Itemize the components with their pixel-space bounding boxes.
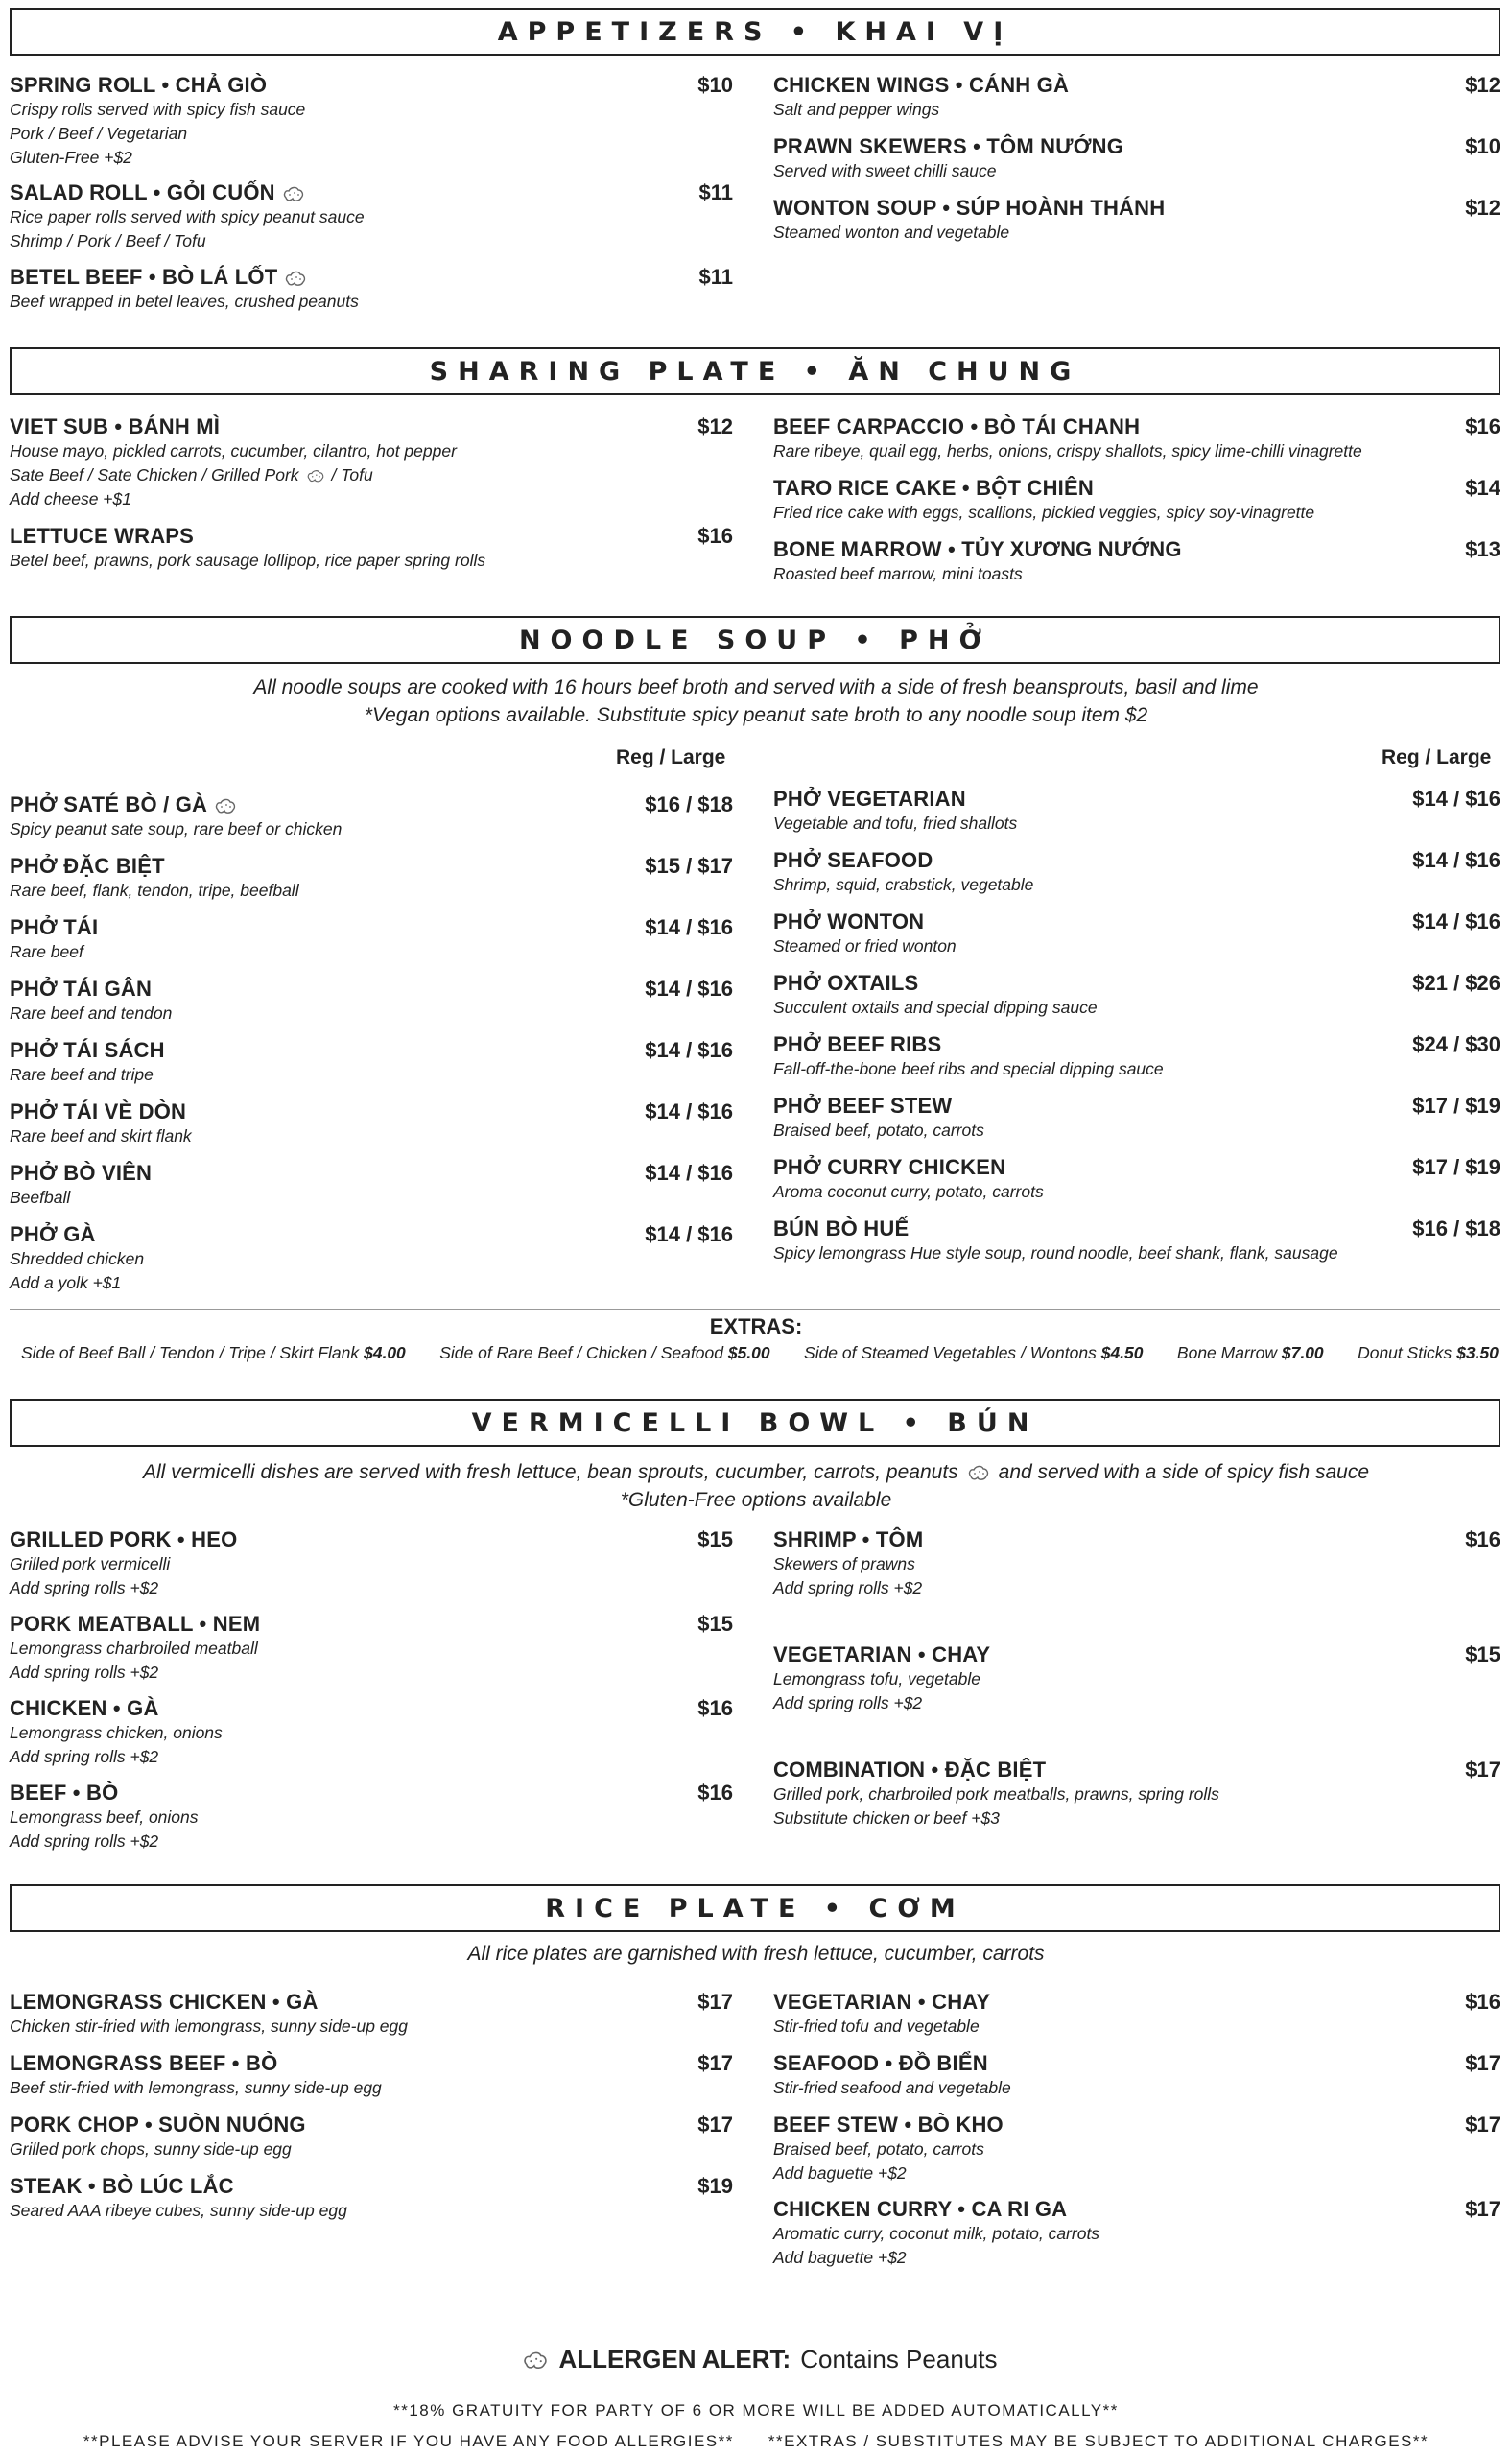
- menu-item: [10, 2113, 733, 2174]
- item-name: PHỞ SATÉ BÒ / GÀ: [10, 792, 238, 817]
- item-price: $15: [697, 1527, 733, 1551]
- extra-item: Side of Rare Beef / Chicken / Seafood $5.00: [439, 1343, 770, 1362]
- menu-item: [773, 1216, 1500, 1278]
- menu-item: [773, 2113, 1500, 2197]
- item-desc: Rare beef and skirt flank: [10, 1126, 192, 1145]
- item-name: PHỞ BEEF STEW: [773, 1094, 953, 1118]
- item-name: PHỞ BEEF RIBS: [773, 1032, 942, 1056]
- menu-item: [773, 1758, 1500, 1842]
- item-desc: Lemongrass beef, onions: [10, 1807, 199, 1827]
- menu-item: [773, 196, 1500, 257]
- allergen-alert: [0, 2345, 1512, 2374]
- item-price: $13: [1465, 537, 1500, 561]
- item-desc: Add cheese +$1: [10, 489, 131, 508]
- menu-item: [10, 1222, 733, 1299]
- menu-item: [773, 414, 1500, 476]
- menu-item: [10, 2051, 733, 2113]
- extra-item: Donut Sticks $3.50: [1358, 1343, 1499, 1362]
- menu-item: [773, 73, 1500, 134]
- menu-item: [10, 414, 733, 524]
- item-price: $16: [1465, 1527, 1500, 1551]
- menu-item: [773, 787, 1500, 848]
- menu-item: [10, 1527, 733, 1612]
- extras-row: [21, 1343, 1499, 1363]
- item-price: $14 / $16: [645, 1222, 733, 1246]
- item-desc: Add spring rolls +$2: [10, 1831, 159, 1851]
- item-name: PHỞ TÁI VÈ DÒN: [10, 1099, 187, 1123]
- appetizers-left-column: [10, 73, 733, 322]
- menu-item: [10, 915, 733, 977]
- item-price: $16: [1465, 414, 1500, 438]
- menu-item: [10, 977, 733, 1038]
- noodle-note: All noodle soups are cooked with 16 hours beef broth and served with a side of fresh beansprouts, basil and lime: [253, 676, 1259, 698]
- item-price: $14 / $16: [645, 1161, 733, 1185]
- item-name: PHỞ TÁI: [10, 915, 99, 939]
- item-desc: Rare ribeye, quail egg, herbs, onions, crispy shallots, spicy lime-chilli vinagrette: [773, 441, 1362, 460]
- item-name: PHỞ OXTAILS: [773, 971, 919, 995]
- sharing-right-column: [773, 414, 1500, 599]
- item-name: PHỞ SEAFOOD: [773, 848, 933, 872]
- item-desc: Beef stir-fried with lemongrass, sunny side-up egg: [10, 2078, 382, 2097]
- item-name: PORK MEATBALL • NEM: [10, 1612, 261, 1636]
- item-desc: Lemongrass charbroiled meatball: [10, 1639, 258, 1658]
- item-name: COMBINATION • ĐẶC BIỆT: [773, 1758, 1047, 1782]
- item-name: SALAD ROLL • GỎI CUỐN: [10, 180, 306, 205]
- peanut-icon: [305, 467, 326, 484]
- size-label: Reg / Large: [616, 746, 726, 768]
- item-price: $14: [1465, 476, 1500, 500]
- item-desc: Beef wrapped in betel leaves, crushed peanuts: [10, 292, 359, 311]
- item-name: BETEL BEEF • BÒ LÁ LỐT: [10, 265, 308, 290]
- item-desc: Shredded chicken: [10, 1249, 145, 1268]
- item-desc: Spicy peanut sate soup, rare beef or chicken: [10, 819, 343, 838]
- extra-item: Side of Beef Ball / Tendon / Tripe / Skirt Flank $4.00: [21, 1343, 406, 1362]
- peanut-icon: [281, 183, 306, 204]
- item-desc: Add a yolk +$1: [10, 1273, 122, 1292]
- item-desc: Aromatic curry, coconut milk, potato, carrots: [773, 2224, 1100, 2243]
- menu-item: [10, 180, 733, 265]
- item-name: VEGETARIAN • CHAY: [773, 1642, 991, 1666]
- item-price: $17: [1465, 2113, 1500, 2137]
- menu-item: [773, 2197, 1500, 2281]
- item-price: $11: [698, 265, 733, 289]
- menu-item: [10, 1781, 733, 1865]
- item-name: SPRING ROLL • CHẢ GIÒ: [10, 73, 268, 97]
- menu-item: [10, 1161, 733, 1222]
- item-desc: Spicy lemongrass Hue style soup, round noodle, beef shank, flank, sausage: [773, 1243, 1338, 1263]
- menu-item: [773, 134, 1500, 196]
- item-desc: Succulent oxtails and special dipping sauce: [773, 998, 1098, 1017]
- vermicelli-left-column: [10, 1527, 733, 1865]
- extras-title: EXTRAS:: [709, 1314, 803, 1338]
- item-desc: Braised beef, potato, carrots: [773, 1121, 984, 1140]
- item-desc: Betel beef, prawns, pork sausage lollipop, rice paper spring rolls: [10, 551, 486, 570]
- size-label: Reg / Large: [1382, 746, 1492, 768]
- item-price: $17 / $19: [1412, 1155, 1500, 1179]
- peanut-icon: [521, 2348, 550, 2373]
- rice-left-column: [10, 1990, 733, 2235]
- item-desc: Stir-fried seafood and vegetable: [773, 2078, 1011, 2097]
- menu-item: [10, 1990, 733, 2051]
- item-price: $12: [1465, 196, 1500, 220]
- item-price: $21 / $26: [1412, 971, 1500, 995]
- item-price: $14 / $16: [645, 1099, 733, 1123]
- item-name: STEAK • BÒ LÚC LẮC: [10, 2174, 234, 2198]
- extra-item: Bone Marrow $7.00: [1176, 1343, 1324, 1362]
- item-name: VIET SUB • BÁNH MÌ: [10, 414, 221, 438]
- item-desc: Sate Beef / Sate Chicken / Grilled Pork / Tofu: [10, 465, 373, 484]
- item-desc: Substitute chicken or beef +$3: [773, 1808, 1000, 1828]
- item-price: $17: [1465, 1758, 1500, 1782]
- item-price: $14 / $16: [1412, 909, 1500, 933]
- item-price: $12: [697, 414, 733, 438]
- item-price: $16: [1465, 1990, 1500, 2014]
- item-price: $14 / $16: [1412, 848, 1500, 872]
- item-desc: Skewers of prawns: [773, 1554, 915, 1573]
- item-name: PHỞ TÁI SÁCH: [10, 1038, 165, 1062]
- item-price: $17 / $19: [1412, 1094, 1500, 1118]
- item-price: $11: [698, 180, 733, 204]
- item-price: $12: [1465, 73, 1500, 97]
- item-desc: Rare beef and tripe: [10, 1065, 154, 1084]
- item-name: BÚN BÒ HUẾ: [773, 1216, 910, 1240]
- item-name: BEEF STEW • BÒ KHO: [773, 2113, 1004, 2137]
- item-desc: Rare beef: [10, 942, 83, 961]
- item-desc: Roasted beef marrow, mini toasts: [773, 564, 1023, 583]
- item-name: PHỞ ĐẶC BIỆT: [10, 854, 165, 878]
- menu-item: [10, 265, 733, 322]
- item-name: PHỞ TÁI GÂN: [10, 977, 153, 1001]
- menu-item: [10, 1038, 733, 1099]
- vermicelli-note: All vermicelli dishes are served with fresh lettuce, bean sprouts, cucumber, carrots, peanuts and served with a side of spicy fish sauce: [142, 1461, 1370, 1483]
- appetizers-header: APPETIZERS • KHAI VỊ: [10, 8, 1500, 56]
- item-desc: Add baguette +$2: [773, 2248, 907, 2267]
- item-desc: Steamed or fried wonton: [773, 936, 957, 956]
- sharing-left-column: [10, 414, 733, 581]
- noodle-header: NOODLE SOUP • PHỞ: [10, 616, 1500, 664]
- item-name: LETTUCE WRAPS: [10, 524, 195, 548]
- item-price: $16: [697, 524, 733, 548]
- item-name: BEEF • BÒ: [10, 1781, 119, 1805]
- item-name: PRAWN SKEWERS • TÔM NƯỚNG: [773, 134, 1124, 158]
- noodle-left-column: [10, 792, 733, 1299]
- item-name: PHỞ BÒ VIÊN: [10, 1161, 153, 1185]
- item-desc: Grilled pork vermicelli: [10, 1554, 171, 1573]
- item-name: PHỞ WONTON: [773, 909, 925, 933]
- item-price: $15 / $17: [645, 854, 733, 878]
- item-desc: Add spring rolls +$2: [10, 1578, 159, 1597]
- menu-item: [10, 73, 733, 180]
- menu-item: [773, 2051, 1500, 2113]
- item-name: PHỞ CURRY CHICKEN: [773, 1155, 1006, 1179]
- item-name: CHICKEN WINGS • CÁNH GÀ: [773, 73, 1070, 97]
- item-name: TARO RICE CAKE • BỘT CHIÊN: [773, 476, 1094, 500]
- menu-item: [773, 848, 1500, 909]
- item-name: CHICKEN • GÀ: [10, 1696, 159, 1720]
- menu-item: [773, 1990, 1500, 2051]
- item-price: $16: [697, 1781, 733, 1805]
- menu-item: [10, 1099, 733, 1161]
- divider: [10, 1309, 1500, 1310]
- item-desc: Lemongrass tofu, vegetable: [773, 1669, 980, 1688]
- item-desc: Served with sweet chilli sauce: [773, 161, 997, 180]
- item-price: $16: [697, 1696, 733, 1720]
- item-price: $14 / $16: [645, 915, 733, 939]
- item-desc: Pork / Beef / Vegetarian: [10, 124, 188, 143]
- item-name: PHỞ VEGETARIAN: [773, 787, 966, 811]
- item-desc: Fried rice cake with eggs, scallions, pickled veggies, spicy soy-vinagrette: [773, 503, 1315, 522]
- item-price: $17: [697, 2051, 733, 2075]
- item-desc: Shrimp / Pork / Beef / Tofu: [10, 231, 206, 250]
- item-name: VEGETARIAN • CHAY: [773, 1990, 991, 2014]
- item-desc: Fall-off-the-bone beef ribs and special dipping sauce: [773, 1059, 1164, 1078]
- rice-note: All rice plates are garnished with fresh lettuce, cucumber, carrots: [467, 1943, 1045, 1965]
- item-price: $10: [697, 73, 733, 97]
- item-price: $15: [1465, 1642, 1500, 1666]
- rice-right-column: [773, 1990, 1500, 2281]
- item-name: PORK CHOP • SUÒN NUÓNG: [10, 2113, 306, 2137]
- item-desc: Rice paper rolls served with spicy peanut sauce: [10, 207, 365, 226]
- menu-item: [773, 1642, 1500, 1758]
- item-desc: Add baguette +$2: [773, 2163, 907, 2183]
- menu-item: [10, 1696, 733, 1781]
- item-desc: Vegetable and tofu, fried shallots: [773, 814, 1018, 833]
- item-desc: Seared AAA ribeye cubes, sunny side-up egg: [10, 2201, 347, 2220]
- footer-notes: [0, 2432, 1512, 2451]
- item-desc: Add spring rolls +$2: [773, 1693, 923, 1712]
- item-desc: House mayo, pickled carrots, cucumber, cilantro, hot pepper: [10, 441, 457, 460]
- vermicelli-header: VERMICELLI BOWL • BÚN: [10, 1399, 1500, 1447]
- item-price: $24 / $30: [1412, 1032, 1500, 1056]
- item-desc: Steamed wonton and vegetable: [773, 223, 1010, 242]
- item-name: SHRIMP • TÔM: [773, 1527, 924, 1551]
- item-price: $14 / $16: [645, 1038, 733, 1062]
- noodle-right-column: [773, 787, 1500, 1278]
- item-price: $10: [1465, 134, 1500, 158]
- noodle-note: *Vegan options available. Substitute spicy peanut sate broth to any noodle soup item $2: [364, 704, 1148, 726]
- menu-item: [773, 971, 1500, 1032]
- item-price: $17: [697, 2113, 733, 2137]
- item-price: $16 / $18: [1412, 1216, 1500, 1240]
- menu-item: [10, 854, 733, 915]
- item-desc: Add spring rolls +$2: [10, 1747, 159, 1766]
- item-name: SEAFOOD • ĐỒ BIỂN: [773, 2051, 988, 2075]
- item-desc: Aroma coconut curry, potato, carrots: [773, 1182, 1044, 1201]
- item-price: $19: [697, 2174, 733, 2198]
- item-name: LEMONGRASS BEEF • BÒ: [10, 2051, 278, 2075]
- menu-item: [10, 1612, 733, 1696]
- extra-item: Side of Steamed Vegetables / Wontons $4.50: [804, 1343, 1144, 1362]
- item-name: WONTON SOUP • SÚP HOÀNH THÁNH: [773, 196, 1166, 220]
- item-name: BEEF CARPACCIO • BÒ TÁI CHANH: [773, 414, 1141, 438]
- menu-item: [773, 1155, 1500, 1216]
- menu-item: [773, 909, 1500, 971]
- appetizers-right-column: [773, 73, 1500, 257]
- item-desc: Chicken stir-fried with lemongrass, sunny side-up egg: [10, 2017, 409, 2036]
- sharing-header: SHARING PLATE • ĂN CHUNG: [10, 347, 1500, 395]
- menu-item: [10, 2174, 733, 2235]
- vermicelli-note: *Gluten-Free options available: [620, 1489, 892, 1511]
- item-desc: Grilled pork, charbroiled pork meatballs, prawns, spring rolls: [773, 1784, 1219, 1804]
- item-price: $17: [1465, 2197, 1500, 2221]
- extras-charge-note: **EXTRAS / SUBSTITUTES MAY BE SUBJECT TO ADDITIONAL CHARGES**: [768, 2432, 1429, 2450]
- item-desc: Shrimp, squid, crabstick, vegetable: [773, 875, 1034, 894]
- item-desc: Add spring rolls +$2: [773, 1578, 923, 1597]
- item-name: PHỞ GÀ: [10, 1222, 96, 1246]
- vermicelli-right-column: [773, 1527, 1500, 1842]
- gratuity-note: **18% GRATUITY FOR PARTY OF 6 OR MORE WILL BE ADDED AUTOMATICALLY**: [393, 2401, 1119, 2420]
- item-price: $15: [697, 1612, 733, 1636]
- item-name: CHICKEN CURRY • CA RI GA: [773, 2197, 1068, 2221]
- item-desc: Rare beef and tendon: [10, 1004, 173, 1023]
- rice-header: RICE PLATE • CƠM: [10, 1884, 1500, 1932]
- peanut-icon: [213, 795, 238, 816]
- item-price: $14 / $16: [1412, 787, 1500, 811]
- menu-item: [10, 792, 733, 854]
- menu-item: [773, 1094, 1500, 1155]
- item-desc: Gluten-Free +$2: [10, 148, 132, 167]
- allergen-text: Contains Peanuts: [800, 2345, 998, 2373]
- item-desc: Crispy rolls served with spicy fish sauce: [10, 100, 306, 119]
- peanut-icon: [283, 268, 308, 289]
- menu-item: [10, 524, 733, 581]
- menu-item: [773, 1527, 1500, 1642]
- allergy-advise-note: **PLEASE ADVISE YOUR SERVER IF YOU HAVE ANY FOOD ALLERGIES**: [83, 2432, 734, 2450]
- item-desc: Stir-fried tofu and vegetable: [773, 2017, 980, 2036]
- menu-item: [773, 1032, 1500, 1094]
- item-desc: Add spring rolls +$2: [10, 1663, 159, 1682]
- menu-item: [773, 476, 1500, 537]
- item-price: $14 / $16: [645, 977, 733, 1001]
- item-desc: Grilled pork chops, sunny side-up egg: [10, 2139, 292, 2159]
- item-desc: Braised beef, potato, carrots: [773, 2139, 984, 2159]
- item-price: $17: [697, 1990, 733, 2014]
- item-price: $17: [1465, 2051, 1500, 2075]
- item-name: GRILLED PORK • HEO: [10, 1527, 238, 1551]
- item-desc: Salt and pepper wings: [773, 100, 940, 119]
- menu-item: [773, 537, 1500, 599]
- item-name: BONE MARROW • TỦY XƯƠNG NƯỚNG: [773, 537, 1182, 561]
- item-desc: Beefball: [10, 1188, 71, 1207]
- item-desc: Lemongrass chicken, onions: [10, 1723, 223, 1742]
- item-desc: Rare beef, flank, tendon, tripe, beefball: [10, 881, 299, 900]
- allergen-label: ALLERGEN ALERT:: [558, 2345, 791, 2373]
- peanut-icon: [966, 1462, 991, 1483]
- item-price: $16 / $18: [645, 792, 733, 816]
- item-name: LEMONGRASS CHICKEN • GÀ: [10, 1990, 319, 2014]
